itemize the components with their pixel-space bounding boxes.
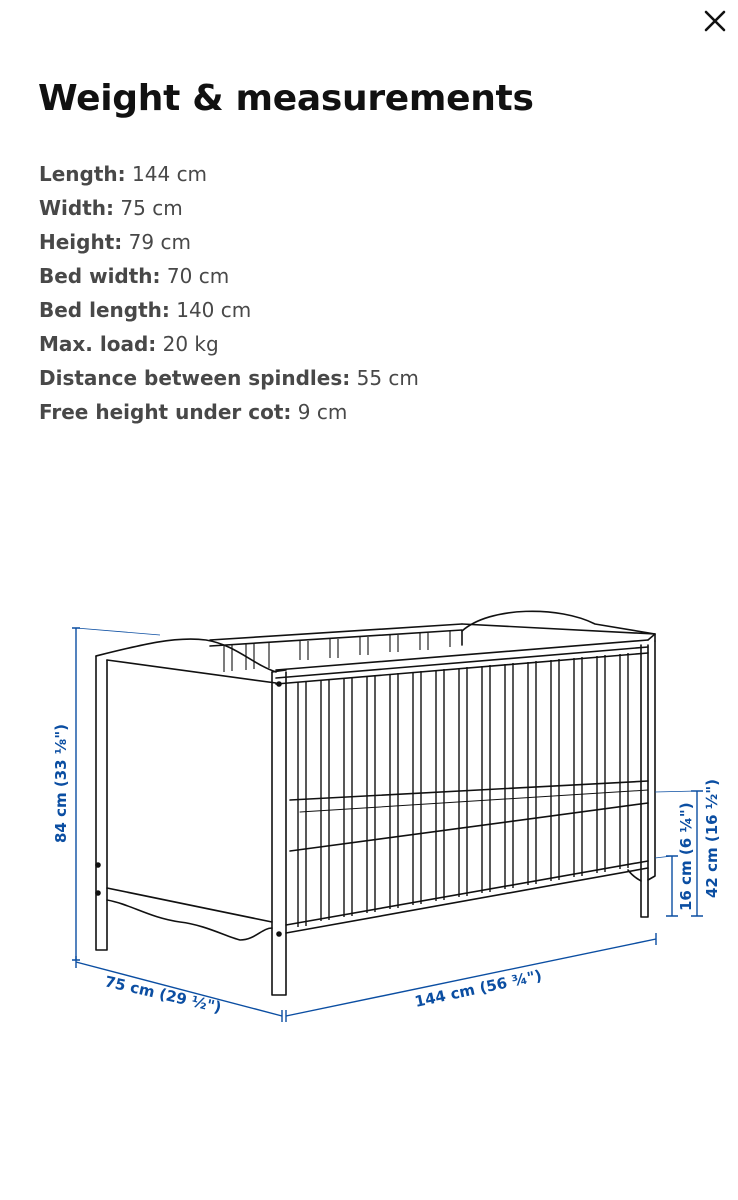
spec-bed-length (39, 293, 419, 327)
base-height-dimension-label: 16 cm (6 ¼") (677, 802, 695, 911)
spec-length (39, 157, 419, 191)
spec-value: 79 cm (128, 230, 191, 254)
spec-value: 20 kg (162, 332, 219, 356)
spec-label: Width: (39, 196, 115, 220)
spec-value: 140 cm (176, 298, 252, 322)
spec-height (39, 225, 419, 259)
spec-value: 9 cm (297, 400, 348, 424)
spec-free-height (39, 395, 419, 429)
page-title: Weight & measurements (38, 78, 534, 119)
spec-value: 144 cm (132, 162, 208, 186)
spec-max-load (39, 327, 419, 361)
spec-bed-width (39, 259, 419, 293)
spec-spindle-distance (39, 361, 419, 395)
spec-label: Max. load: (39, 332, 157, 356)
close-button[interactable] (698, 4, 732, 38)
length-dimension-label: 144 cm (56 ¾") (413, 966, 544, 1011)
spec-label: Length: (39, 162, 126, 186)
spec-label: Bed length: (39, 298, 170, 322)
spec-width (39, 191, 419, 225)
specs-list (39, 157, 419, 429)
spec-value: 55 cm (356, 366, 419, 390)
cot-dimension-diagram (0, 560, 738, 1080)
spec-label: Height: (39, 230, 123, 254)
height-dimension-label: 84 cm (33 ⅛") (52, 724, 70, 843)
dimension-lines (72, 628, 703, 1022)
spec-label: Distance between spindles: (39, 366, 351, 390)
close-icon (698, 4, 732, 38)
width-dimension-label: 75 cm (29 ½") (103, 972, 224, 1017)
spec-label: Free height under cot: (39, 400, 292, 424)
spec-value: 75 cm (120, 196, 183, 220)
spec-label: Bed width: (39, 264, 161, 288)
front-spindles (298, 653, 628, 927)
rail-height-dimension-label: 42 cm (16 ½") (703, 779, 721, 898)
spec-value: 70 cm (166, 264, 230, 288)
